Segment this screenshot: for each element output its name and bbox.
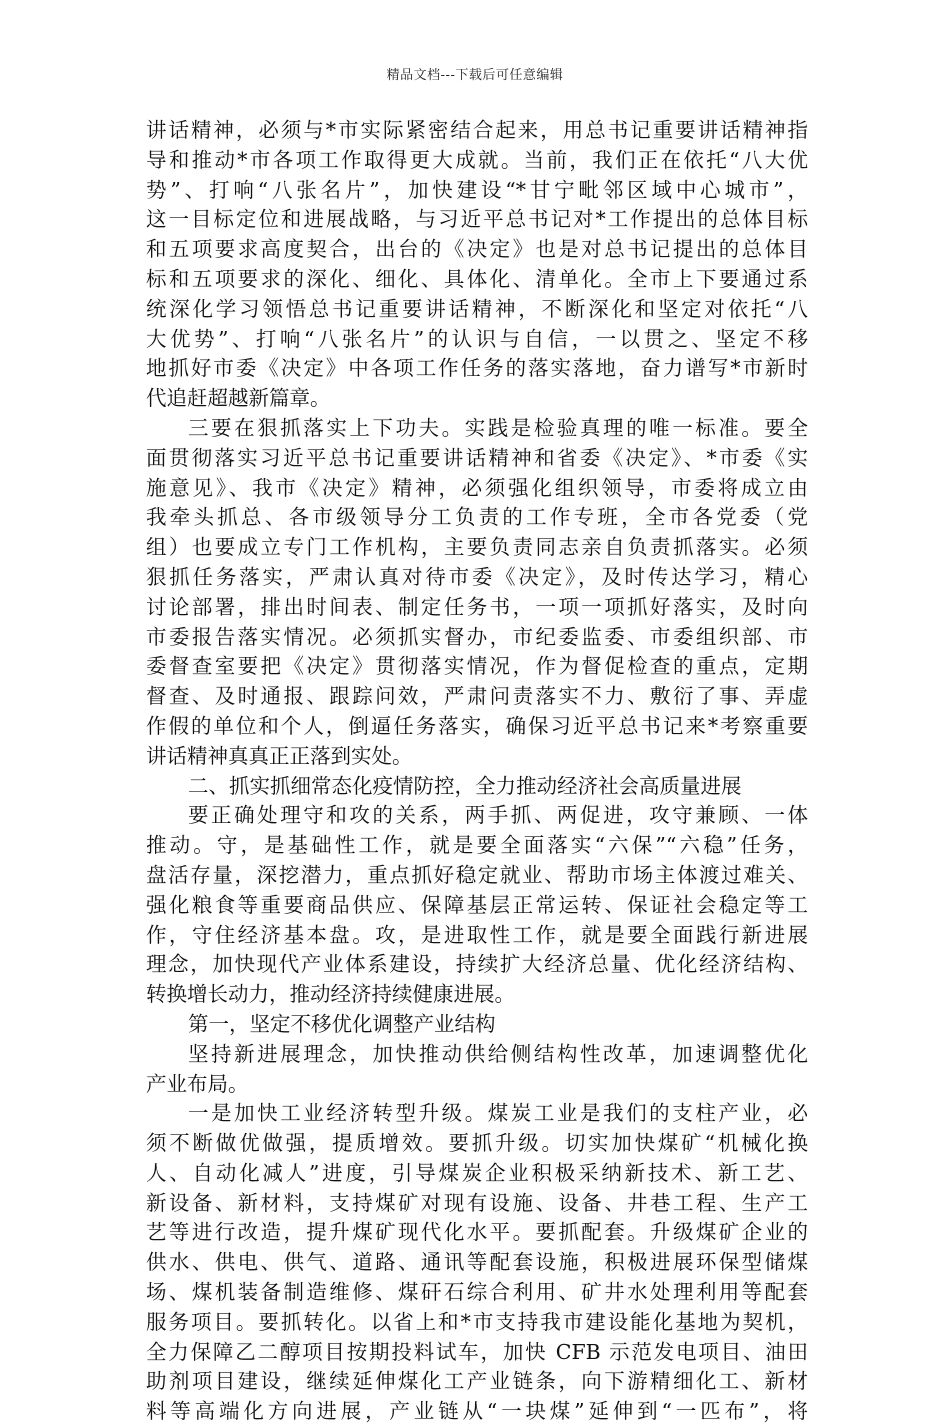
text-line: 势”、打响“八张名片”，加快建设“*甘宁毗邻区域中心城市”，: [146, 177, 808, 202]
text-line: 供水、供电、供气、道路、通讯等配套设施，积极进展环保型储煤: [146, 1250, 808, 1275]
text-line: 要正确处理守和攻的关系，两手抓、两促进，攻守兼顾、一体: [188, 803, 808, 828]
page-header: 精品文档---下载后可任意编辑: [386, 68, 564, 83]
text-line: 须不断做优做强，提质增效。要抓升级。切实加快煤矿“机械化换: [146, 1131, 808, 1156]
text-line: 统深化学习领悟总书记重要讲话精神，不断深化和坚定对依托“八: [146, 296, 808, 321]
text-line: 组）也要成立专门工作机构，主要负责同志亲自负责抓落实。必须: [146, 535, 808, 560]
text-line: 讨论部署，排出时间表、制定任务书，一项一项抓好落实，及时向: [146, 594, 808, 619]
text-line: 场、煤机装备制造维修、煤矸石综合利用、矿井水处理利用等配套: [146, 1280, 808, 1305]
text-line: 督查、及时通报、跟踪问效，严肃问责落实不力、敷衍了事、弄虚: [146, 684, 808, 709]
text-line: 新设备、新材料，支持煤矿对现有设施、设备、井巷工程、生产工: [146, 1190, 808, 1215]
text-line: 艺等进行改造，提升煤矿现代化水平。要抓配套。升级煤矿企业的: [146, 1220, 808, 1245]
text-line: 转换增长动力，推动经济持续健康进展。: [146, 982, 515, 1007]
text-line: 助剂项目建设，继续延伸煤化工产业链条，向下游精细化工、新材: [146, 1369, 808, 1394]
text-line: 人、自动化减人”进度，引导煤炭企业积极采纳新技术、新工艺、: [146, 1160, 808, 1185]
text-line: 一是加快工业经济转型升级。煤炭工业是我们的支柱产业，必: [188, 1101, 808, 1126]
text-line: 全力保障乙二醇项目按期投料试车，加快 CFB 示范发电项目、油田: [146, 1339, 808, 1364]
text-line: 市委报告落实情况。必须抓实督办，市纪委监委、市委组织部、市: [146, 624, 808, 649]
text-line: 代追赶超越新篇章。: [146, 386, 331, 411]
text-line: 这一目标定位和进展战略，与习近平总书记对*工作提出的总体目标: [146, 207, 808, 232]
text-line: 推动。守，是基础性工作，就是要全面落实“六保”“六稳”任务，: [146, 833, 808, 858]
text-line: 强化粮食等重要商品供应、保障基层正常运转、保证社会稳定等工: [146, 892, 808, 917]
text-line: 和五项要求高度契合，出台的《决定》也是对总书记提出的总体目: [146, 237, 808, 262]
text-line: 地抓好市委《决定》中各项工作任务的落实落地，奋力谱写*市新时: [146, 356, 808, 381]
text-line: 导和推动*市各项工作取得更大成就。当前，我们正在依托“八大优: [146, 147, 808, 172]
text-line: 我牵头抓总、各市级领导分工负责的工作专班，全市各党委（党: [146, 505, 808, 530]
text-line: 坚持新进展理念，加快推动供给侧结构性改革，加速调整优化: [188, 1041, 808, 1066]
text-line: 料等高端化方向进展，产业链从“一块煤”延伸到“一匹布”，将: [146, 1399, 808, 1424]
text-line: 作，守住经济基本盘。攻，是进取性工作，就是要全面践行新进展: [146, 922, 808, 947]
text-line: 施意见》、我市《决定》精神，必须强化组织领导，市委将成立由: [146, 475, 808, 500]
text-line: 狠抓任务落实，严肃认真对待市委《决定》，及时传达学习，精心: [146, 564, 808, 589]
text-line: 讲话精神真真正正落到实处。: [146, 743, 413, 768]
text-line: 二、抓实抓细常态化疫情防控，全力推动经济社会高质量进展: [188, 773, 742, 798]
text-line: 盘活存量，深挖潜力，重点抓好稳定就业、帮助市场主体渡过难关、: [146, 862, 808, 887]
text-line: 产业布局。: [146, 1071, 249, 1096]
text-line: 讲话精神，必须与*市实际紧密结合起来，用总书记重要讲话精神指: [146, 118, 808, 142]
body-text: [146, 116, 808, 1427]
text-line: 第一，坚定不移优化调整产业结构: [188, 1011, 496, 1036]
text-line: 标和五项要求的深化、细化、具体化、清单化。全市上下要通过系: [146, 266, 808, 291]
text-line: 委督查室要把《决定》贯彻落实情况，作为督促检查的重点，定期: [146, 654, 808, 679]
text-line: 理念，加快现代产业体系建设，持续扩大经济总量、优化经济结构、: [146, 952, 808, 977]
text-line: 面贯彻落实习近平总书记重要讲话精神和省委《决定》、*市委《实: [146, 445, 808, 470]
text-line: 服务项目。要抓转化。以省上和*市支持我市建设能化基地为契机，: [146, 1309, 808, 1334]
text-line: 三要在狠抓落实上下功夫。实践是检验真理的唯一标准。要全: [188, 415, 808, 440]
text-line: 大优势”、打响“八张名片”的认识与自信，一以贯之、坚定不移: [146, 326, 808, 351]
text-line: 作假的单位和个人，倒逼任务落实，确保习近平总书记来*考察重要: [146, 713, 808, 738]
